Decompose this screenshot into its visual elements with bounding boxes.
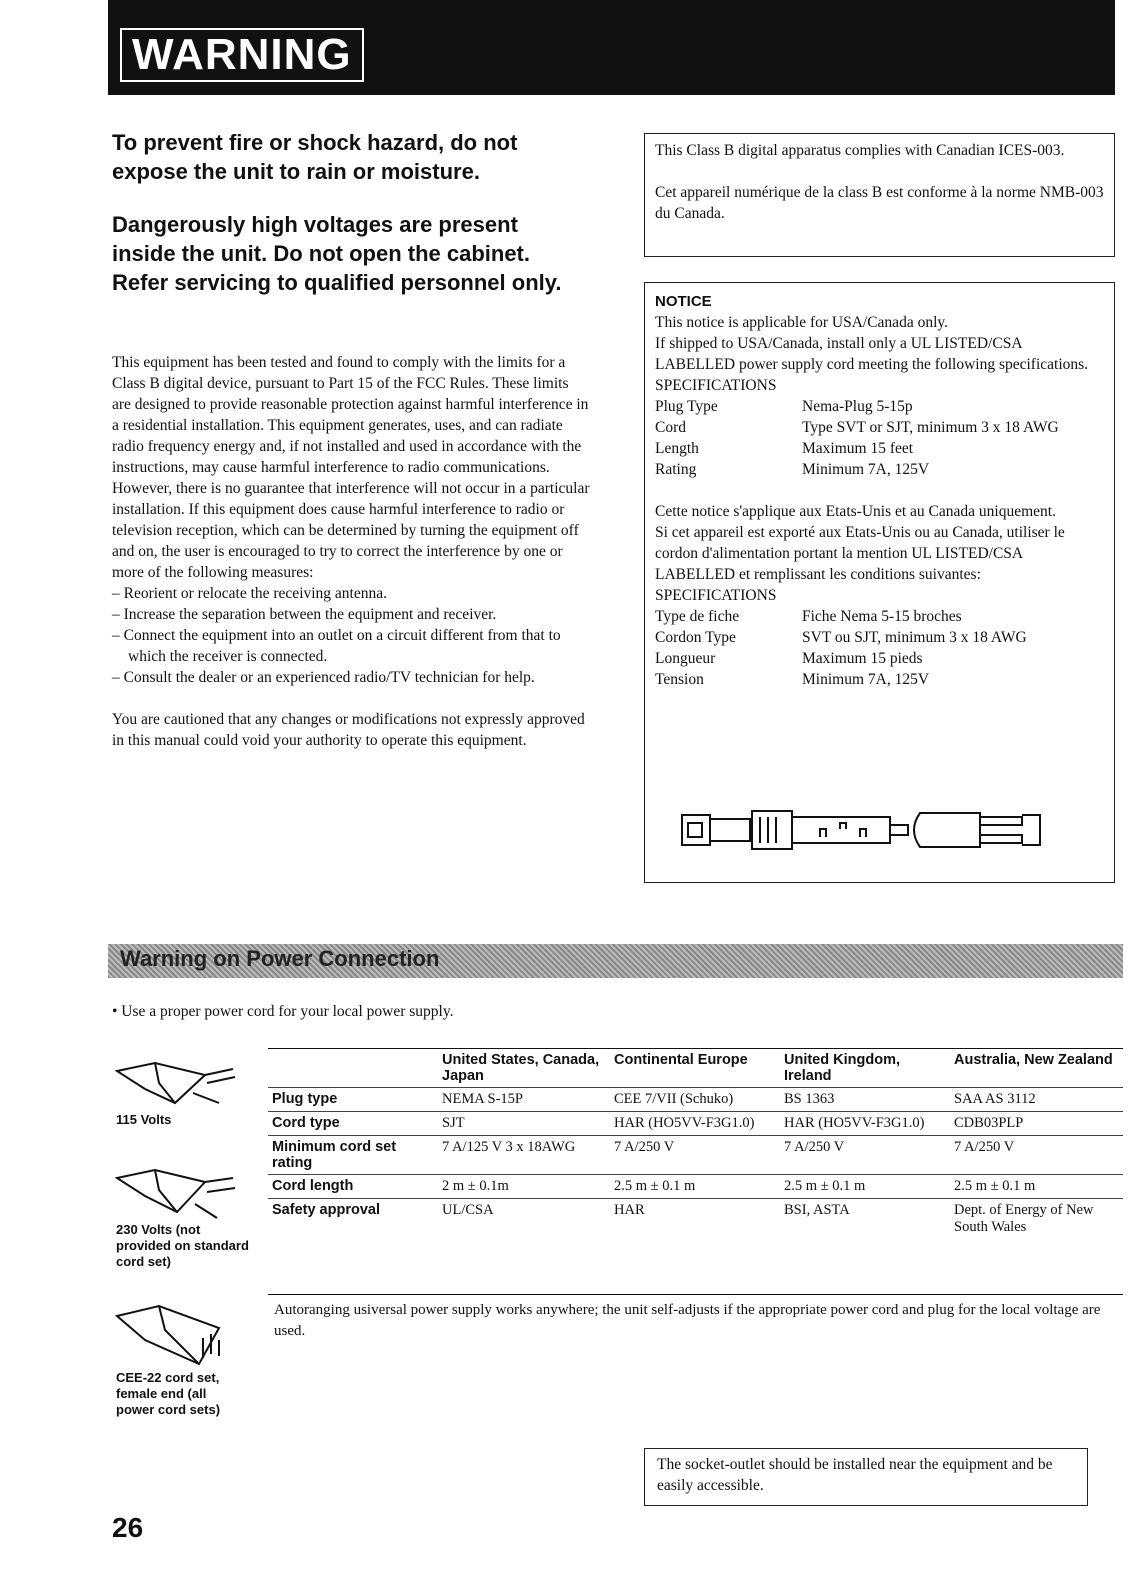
cee22-connector-icon [115, 1300, 240, 1370]
power-cord-bullet: • Use a proper power cord for your local power supply. [112, 1003, 454, 1020]
fcc-text [112, 352, 590, 751]
spec-row [655, 396, 1104, 417]
spec-value: Minimum 7A, 125V [802, 461, 930, 478]
spec-value: Maximum 15 pieds [802, 650, 923, 667]
table-header-empty [268, 1049, 438, 1088]
fcc-paragraph-2: However, there is no guarantee that interference will not occur in a particular installation. If this equipment does cause harmful interference to radio or television reception, which can be determined by turning the equipment off and on, the user is encouraged to try to correct the interference by one or more of the following measures: [112, 480, 590, 581]
table-header: United States, Canada, Japan [442, 1052, 600, 1084]
spec-key: Type de fiche [655, 608, 740, 625]
spec-key: Longueur [655, 650, 716, 667]
row-label: Safety approval [268, 1199, 438, 1240]
plug-115v-icon [115, 1053, 240, 1113]
socket-note-box [644, 1448, 1088, 1506]
table-cell: HAR (HO5VV-F3G1.0) [780, 1112, 950, 1136]
spec-key: Plug Type [655, 398, 718, 415]
table-cell: SAA AS 3112 [950, 1088, 1123, 1112]
list-item: – Increase the separation between the equipment and receiver. [112, 606, 497, 623]
canada-french: Cet appareil numérique de la class B est conforme à la norme NMB-003 du Canada. [655, 184, 1104, 222]
table-cell: BSI, ASTA [780, 1199, 950, 1240]
spec-row [655, 648, 1104, 669]
list-item: – Reorient or relocate the receiving antenna. [112, 585, 387, 602]
heading-high-voltage: Dangerously high voltages are present inside the unit. Do not open the cabinet. Refer servicing to qualified personnel only. [112, 212, 562, 295]
spec-value: Type SVT or SJT, minimum 3 x 18 AWG [802, 419, 1059, 436]
warning-title: WARNING [120, 28, 364, 82]
table-cell: 2.5 m ± 0.1 m [780, 1175, 950, 1199]
fcc-paragraph-3: You are cautioned that any changes or modifications not expressly approved in this manual could void your authority to operate this equipment. [112, 711, 585, 749]
table-cell: BS 1363 [780, 1088, 950, 1112]
table-row [268, 1175, 1123, 1199]
heading-fire-hazard: To prevent fire or shock hazard, do not expose the unit to rain or moisture. [112, 130, 518, 184]
table-cell: HAR [610, 1199, 780, 1240]
canada-compliance-box [644, 133, 1115, 257]
table-cell: CDB03PLP [950, 1112, 1123, 1136]
spec-row [655, 606, 1104, 627]
notice-en-line2: If shipped to USA/Canada, install only a UL LISTED/CSA LABELLED power supply cord meeting the following specifications. [655, 335, 1089, 373]
notice-fr-line2: Si cet appareil est exporté aux Etats-Unis ou au Canada, utiliser le cordon d'alimentation portant la mention UL LISTED/CSA LABELLED et remplissant les conditions suivantes: [655, 524, 1065, 583]
row-label: Plug type [268, 1088, 438, 1112]
fcc-paragraph-1: This equipment has been tested and found to comply with the limits for a Class B digital device, pursuant to Part 15 of the FCC Rules. These limits are designed to provide reasonable protection against harmful interference in a residential installation. This equipment generates, uses, and can radiate radio frequency energy and, if not installed and used in accordance with the instructions, may cause harmful interference to radio communications. [112, 354, 589, 476]
spec-row [655, 459, 1104, 480]
measures-list [112, 583, 590, 688]
table-cell: 7 A/250 V [950, 1136, 1123, 1175]
notice-box [644, 282, 1115, 883]
spec-heading: SPECIFICATIONS [655, 377, 777, 394]
table-cell: 2.5 m ± 0.1 m [950, 1175, 1123, 1199]
table-header: Australia, New Zealand [954, 1052, 1113, 1068]
spec-heading-fr: SPECIFICATIONS [655, 587, 777, 604]
table-cell: 7 A/125 V 3 x 18AWG [438, 1136, 610, 1175]
spec-value: Fiche Nema 5-15 broches [802, 608, 962, 625]
plug-115v-caption: 115 Volts [116, 1112, 172, 1127]
table-row [268, 1136, 1123, 1175]
section-title: Warning on Power Connection [120, 946, 440, 971]
power-cord-illustration-icon [680, 805, 1050, 855]
table-cell: 2 m ± 0.1m [438, 1175, 610, 1199]
table-cell: NEMA S-15P [438, 1088, 610, 1112]
table-header-row [268, 1049, 1123, 1088]
table-cell: Dept. of Energy of New South Wales [950, 1199, 1123, 1240]
canada-english: This Class B digital apparatus complies with Canadian ICES-003. [655, 142, 1065, 159]
spec-row [655, 669, 1104, 690]
table-cell: HAR (HO5VV-F3G1.0) [610, 1112, 780, 1136]
spec-value: Nema-Plug 5-15p [802, 398, 913, 415]
page-number: 26 [112, 1512, 144, 1543]
spec-value: SVT ou SJT, minimum 3 x 18 AWG [802, 629, 1027, 646]
row-label: Cord type [268, 1112, 438, 1136]
power-cord-table [268, 1049, 1123, 1239]
table-row [268, 1112, 1123, 1136]
spec-key: Tension [655, 671, 704, 688]
plug-230v-icon [115, 1160, 240, 1222]
spec-row [655, 417, 1104, 438]
table-cell: CEE 7/VII (Schuko) [610, 1088, 780, 1112]
row-label: Minimum cord set rating [268, 1136, 438, 1175]
spec-row [655, 627, 1104, 648]
plug-230v-caption: 230 Volts (not provided on standard cord set) [116, 1222, 249, 1269]
list-item: – Connect the equipment into an outlet on a circuit different from that to which the receiver is connected. [112, 627, 561, 665]
spec-key: Cordon Type [655, 629, 736, 646]
table-row [268, 1088, 1123, 1112]
table-header: Continental Europe [614, 1052, 748, 1068]
table-cell: 7 A/250 V [780, 1136, 950, 1175]
list-item: – Consult the dealer or an experienced radio/TV technician for help. [112, 669, 535, 686]
table-row [268, 1199, 1123, 1240]
notice-en-line1: This notice is applicable for USA/Canada only. [655, 314, 948, 331]
spec-key: Length [655, 440, 699, 457]
table-bottom-rule [268, 1294, 1123, 1295]
spec-key: Rating [655, 461, 697, 478]
notice-title: NOTICE [655, 293, 712, 310]
spec-value: Maximum 15 feet [802, 440, 914, 457]
spec-value: Minimum 7A, 125V [802, 671, 930, 688]
notice-fr-line1: Cette notice s'applique aux Etats-Unis et au Canada uniquement. [655, 503, 1056, 520]
spec-row [655, 438, 1104, 459]
cee22-caption: CEE-22 cord set, female end (all power cord sets) [116, 1370, 221, 1417]
table-header: United Kingdom, Ireland [784, 1052, 900, 1084]
autoranging-note: Autoranging usiversal power supply works anywhere; the unit self-adjusts if the appropriate power cord and plug for the local voltage are used. [274, 1302, 1101, 1339]
power-cord-table-wrapper [268, 1048, 1123, 1239]
table-cell: 2.5 m ± 0.1 m [610, 1175, 780, 1199]
table-cell: UL/CSA [438, 1199, 610, 1240]
table-cell: SJT [438, 1112, 610, 1136]
row-label: Cord length [268, 1175, 438, 1199]
spec-key: Cord [655, 419, 686, 436]
socket-note: The socket-outlet should be installed near the equipment and be easily accessible. [657, 1456, 1053, 1494]
table-cell: 7 A/250 V [610, 1136, 780, 1175]
